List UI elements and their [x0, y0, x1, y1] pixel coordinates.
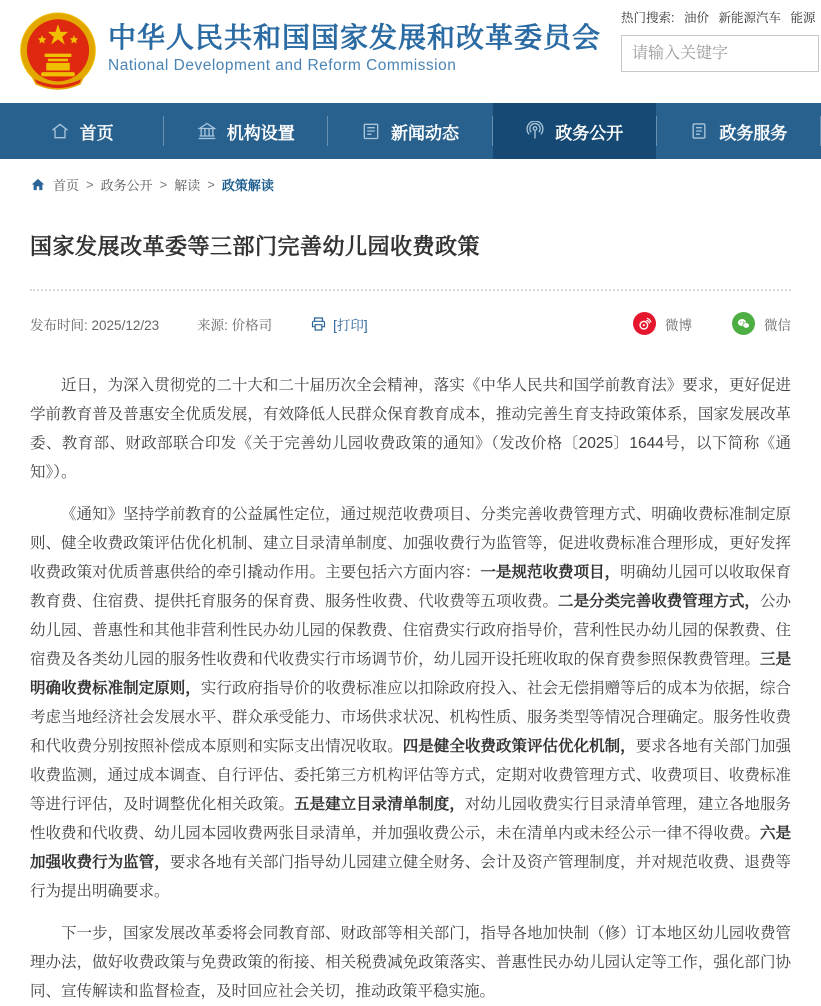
- nav-item-label: 政务服务: [719, 123, 788, 143]
- wechat-icon[interactable]: [732, 312, 755, 335]
- nav-item-news[interactable]: [328, 103, 491, 159]
- print-label: [打印]: [333, 317, 368, 333]
- nav-item-orgs[interactable]: [164, 103, 327, 159]
- search-input[interactable]: [621, 35, 819, 72]
- hot-search-link-oil[interactable]: 油价: [683, 11, 709, 25]
- document-icon: [689, 121, 709, 141]
- breadcrumb-home[interactable]: 首页: [53, 178, 80, 193]
- publish-time-value: 2025/12/23: [91, 317, 160, 333]
- printer-icon: [310, 316, 327, 332]
- national-emblem-logo: [16, 8, 100, 96]
- bank-icon: [197, 121, 217, 141]
- weibo-label[interactable]: 微博: [665, 317, 692, 333]
- breadcrumb-interpretation[interactable]: 解读: [174, 178, 201, 193]
- article-paragraph: 《通知》坚持学前教育的公益属性定位，通过规范收费项目、分类完善收费管理方式、明确收费标准制定原则、健全收费政策评估优化机制、建立目录清单制度、加强收费行为监管等，促进收费标准合理形成，更好发挥收费政策对优质普惠供给的牵引撬动作用。主要包括六方面内容：一是规范收费项目，明确幼儿园可以收取保育教育费、住宿费、提供托育服务的保育费、服务性收费、代收费等五项收费。二是分类完善收费管理方式，公办幼儿园、普惠性和其他非营利性民办幼儿园的保教费、住宿费实行政府指导价，营利性民办幼儿园的保教费、住宿费及各类幼儿园的服务性收费和代收费实行市场调节价，幼儿园开设托班收取的保育费参照保教费管理。三是明确收费标准制定原则，实行政府指导价的收费标准应以扣除政府投入、社会无偿捐赠等后的成本为依据，综合考虑当地经济社会发展水平、群众承受能力、市场供求状况、机构性质、服务类型等情况合理确定。服务性收费和代收费分别按照补偿成本原则和实际支出情况收取。四是健全收费政策评估优化机制，要求各地有关部门加强收费监测，通过成本调查、自行评估、委托第三方机构评估等方式，定期对收费管理方式、收费项目、收费标准等进行评估，及时调整优化相关政策。五是建立目录清单制度，对幼儿园收费实行目录清单管理，建立各地服务性收费和代收费、幼儿园本园收费两张目录清单，并加强收费公示，未在清单内或未经公示一律不得收费。六是加强收费行为监管，要求各地有关部门指导幼儿园建立健全财务、会计及资产管理制度，并对规范收费、退费等行为提出明确要求。: [30, 506, 791, 900]
- site-title: [108, 22, 601, 75]
- hot-search-label: 热门搜索:: [621, 11, 675, 25]
- nav-item-label: 政务公开: [555, 123, 624, 143]
- article-paragraph: 下一步，国家发展改革委将会同教育部、财政部等相关部门，指导各地加快制（修）订本地区幼儿园收费管理办法，做好收费政策与免费政策的衔接、相关税费减免政策落实、普惠性民办幼儿园认定等工作，强化部门协同、宣传解读和监督检查，及时回应社会关切，推动政策平稳实施。: [30, 925, 791, 1000]
- breadcrumb-separator: >: [207, 177, 215, 192]
- site-title-en: National Development and Reform Commission: [108, 57, 457, 74]
- breadcrumb-separator: >: [86, 177, 94, 192]
- hot-search-link-energy[interactable]: 能源: [790, 11, 816, 25]
- source-value: 价格司: [231, 317, 273, 333]
- home-icon: [50, 121, 70, 141]
- nav-item-gov-disclosure[interactable]: [493, 103, 656, 159]
- breadcrumb-gov-disclosure[interactable]: 政务公开: [100, 178, 153, 193]
- hot-search-link-nev[interactable]: 新能源汽车: [718, 11, 781, 25]
- article-meta: [30, 312, 791, 335]
- nav-item-label: 首页: [79, 123, 114, 143]
- publish-time: [30, 314, 159, 334]
- main-nav: [0, 103, 821, 159]
- weibo-icon[interactable]: [633, 312, 656, 335]
- breadcrumb-current: 政策解读: [221, 178, 274, 193]
- broadcast-icon: [525, 121, 545, 141]
- publish-time-label: 发布时间:: [30, 317, 88, 333]
- site-title-cn: 中华人民共和国国家发展和改革委员会: [108, 22, 602, 53]
- news-icon: [361, 121, 381, 141]
- title-divider: [30, 289, 791, 291]
- wechat-label[interactable]: 微信: [764, 317, 791, 333]
- article-paragraph: 近日，为深入贯彻党的二十大和二十届历次全会精神，落实《中华人民共和国学前教育法》要求，更好促进学前教育普及普惠安全优质发展，有效降低人民群众保育教育成本，推动完善生育支持政策体系，国家发展改革委、教育部、财政部联合印发《关于完善幼儿园收费政策的通知》（发改价格〔2025〕1644号，以下简称《通知》）。: [30, 377, 791, 481]
- site-header: [0, 0, 821, 103]
- article-body: [30, 371, 791, 1006]
- source-label: 来源:: [197, 317, 228, 333]
- breadcrumb-separator: >: [159, 177, 168, 192]
- nav-item-label: 新闻动态: [391, 123, 459, 143]
- breadcrumb: [0, 159, 821, 200]
- nav-item-label: 机构设置: [226, 123, 295, 143]
- share-bar: [633, 312, 791, 335]
- article-source: [197, 314, 272, 334]
- nav-item-home[interactable]: [0, 103, 163, 159]
- hot-search-bar: [621, 8, 821, 26]
- article-title: 国家发展改革委等三部门完善幼儿园收费政策: [30, 234, 481, 259]
- print-button[interactable]: [310, 314, 368, 334]
- breadcrumb-home-icon: [30, 177, 46, 192]
- nav-item-gov-services[interactable]: [657, 103, 820, 159]
